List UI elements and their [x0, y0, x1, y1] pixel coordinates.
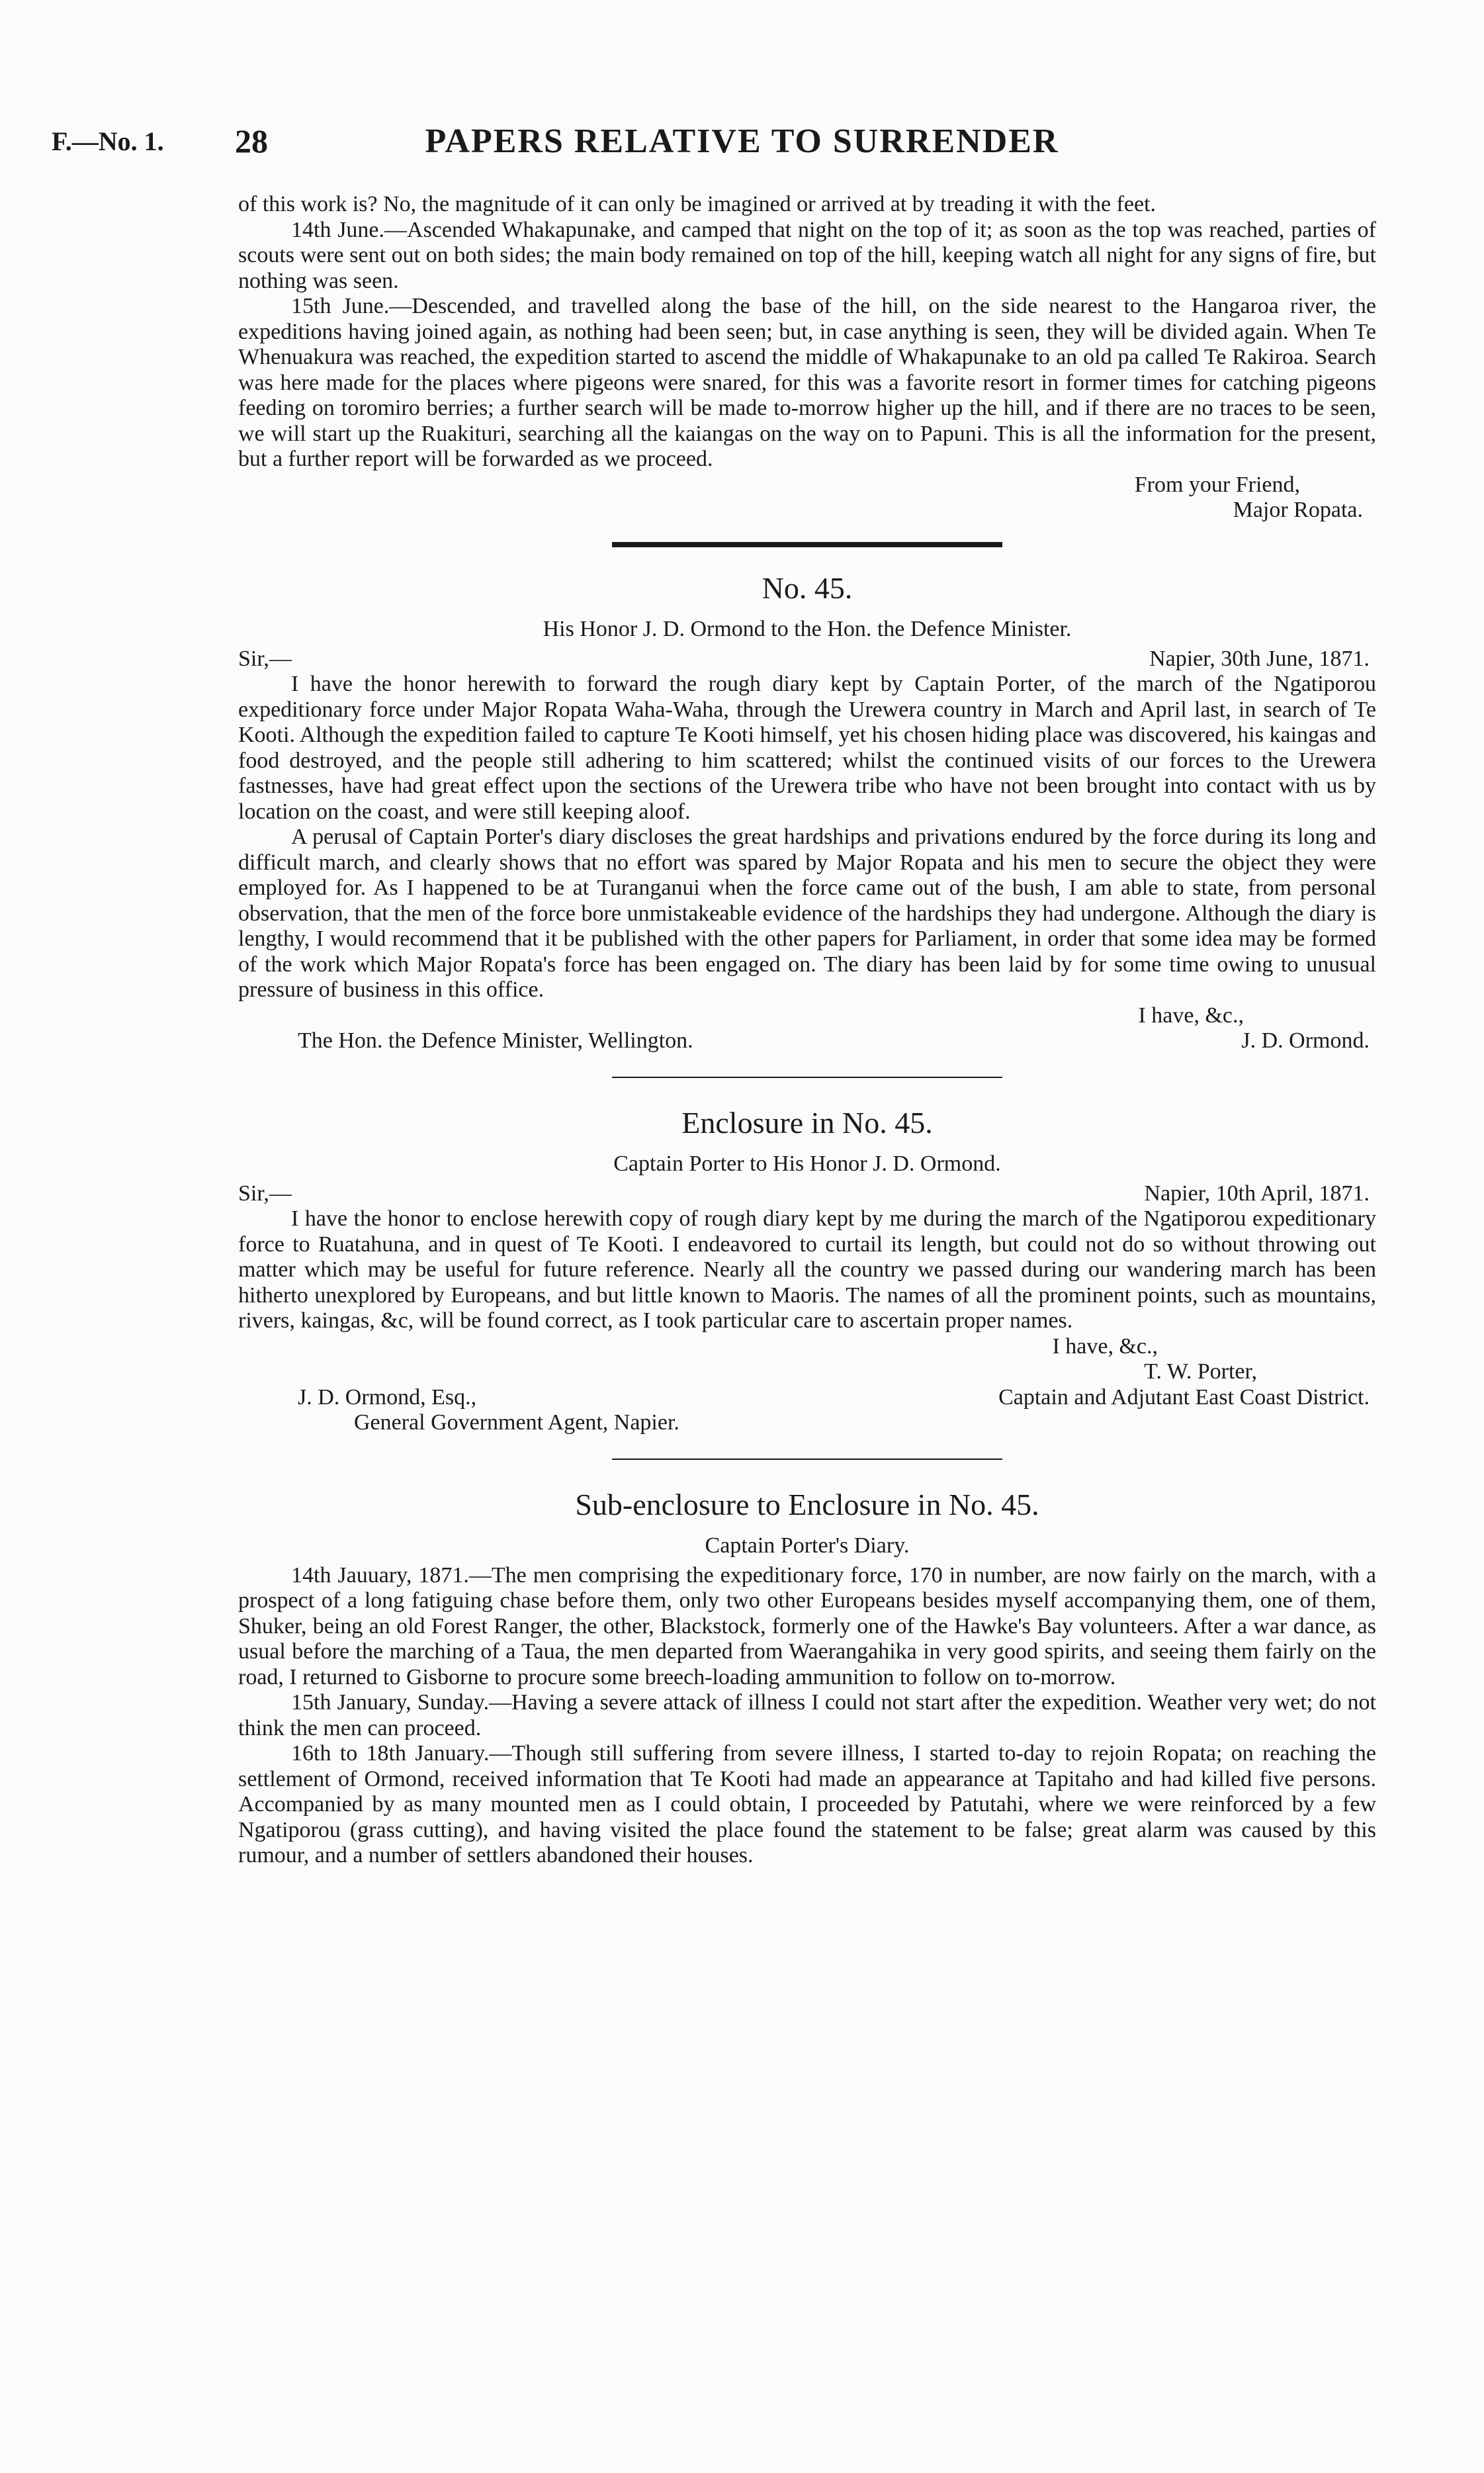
document-body — [238, 192, 1376, 1869]
page-number: 28 — [235, 122, 268, 159]
letter-signoff — [238, 1003, 1376, 1054]
letter-signature: T. W. Porter, — [1144, 1359, 1257, 1384]
letter-subheading: Captain Porter's Diary. — [705, 1533, 910, 1558]
section-divider — [612, 1459, 1002, 1460]
salutation: Sir,— — [238, 1181, 292, 1206]
place-date: Napier, 10th April, 1871. — [1144, 1181, 1370, 1206]
letter-closing: I have, &c., — [1138, 1003, 1244, 1028]
signature-title: Captain and Adjutant East Coast District. — [998, 1384, 1370, 1410]
diary-entry: 15th January, Sunday.—Having a severe attack of illness I could not start after the expedition. Weather very wet; do not think the men can proceed. — [238, 1690, 1376, 1740]
letter-closing: I have, &c., — [1052, 1333, 1158, 1359]
addressee: J. D. Ormond, Esq., — [298, 1384, 477, 1410]
salutation-row — [238, 1181, 1376, 1207]
document-reference: F.—No. 1. — [52, 126, 164, 156]
letter-signoff — [238, 1334, 1376, 1436]
letter-signature: J. D. Ormond. — [1241, 1028, 1370, 1053]
section-heading: No. 45. — [762, 570, 853, 605]
page-header — [0, 119, 1484, 172]
salutation-row — [238, 647, 1376, 672]
section-heading: Enclosure in No. 45. — [681, 1105, 933, 1140]
diary-entry: 16th to 18th January.—Though still suffering from severe illness, I started to-day to rejoin Ropata; on reaching the settlement of Ormond, received information that Te Kooti had made an appearance at Tapitaho and had killed five persons. Accompanied by as many mounted men as I could obtain, I proceeded by Patutahi, where we were reinforced by a few Ngatiporou (grass cutting), and having visited the place found the statement to be false; great alarm was caused by this rumour, and a number of settlers abandoned their houses. — [238, 1741, 1376, 1867]
addressee: The Hon. the Defence Minister, Wellington. — [298, 1028, 693, 1053]
letter-subheading: His Honor J. D. Ormond to the Hon. the Defence Minister. — [543, 616, 1072, 641]
letter-paragraph: A perusal of Captain Porter's diary discloses the great hardships and privations endured by the force during its long and difficult march, and clearly shows that no effort was spared by Major Ropata and his men to secure the object they were employed for. As I happened to be at Turanganui when the force came out of the bush, I am able to state, from personal observation, that the men of the force bore unmistakeable evidence of the hardships they had undergone. Although the diary is lengthy, I would recommend that it be published with the other papers for Parliament, in order that some idea may be formed of the work which Major Ropata's force has been engaged on. The diary has been laid by for some time owing to unusual pressure of business in this office. — [238, 825, 1376, 1002]
section-divider — [612, 542, 1002, 547]
intro-paragraph: of this work is? No, the magnitude of it can only be imagined or arrived at by treading it with the feet. — [238, 192, 1157, 216]
running-title: PAPERS RELATIVE TO SURRENDER — [425, 122, 1059, 160]
letter-paragraph: I have the honor herewith to forward the rough diary kept by Captain Porter, of the march of the Ngatiporou expeditionary force under Major Ropata Waha-Waha, through the Urewera country in March and April last, in search of Te Kooti. Although the expedition failed to capture Te Kooti himself, yet his chosen hiding place was discovered, his kaingas and food destroyed, and the people still adhering to him scattered; whilst the continued visits of our forces to the Urewera fastnesses, have had great effect upon the sections of the Urewera tribe who have not been brought into contact with us by location on the coast, and were still keeping aloof. — [238, 672, 1376, 824]
intro-paragraph: 14th June.—Ascended Whakapunake, and camped that night on the top of it; as soon as the top was reached, parties of scouts were sent out on both sides; the main body remained on top of the hill, keeping watch all night for any signs of fire, but nothing was seen. — [238, 217, 1376, 293]
section-heading: Sub-enclosure to Enclosure in No. 45. — [575, 1487, 1039, 1521]
section-divider — [612, 1077, 1002, 1078]
salutation: Sir,— — [238, 646, 292, 671]
place-date: Napier, 30th June, 1871. — [1149, 646, 1370, 671]
letter-signature: Major Ropata. — [1233, 498, 1363, 522]
letter-paragraph: I have the honor to enclose herewith copy of rough diary kept by me during the march of the Ngatiporou expeditionary force to Ruatahuna, and in quest of Te Kooti. I endeavored to curtail its length, but could not do so without throwing out matter which may be useful for future reference. Nearly all the country we passed during our wandering march has been hitherto unexplored by Europeans, and but little known to Maoris. The names of all the prominent points, such as mountains, rivers, kaingas, &c, will be found correct, as I took particular care to ascertain proper names. — [238, 1206, 1376, 1333]
letter-subheading: Captain Porter to His Honor J. D. Ormond. — [613, 1151, 1001, 1176]
diary-entry: 14th Jauuary, 1871.—The men comprising the expeditionary force, 170 in number, are now fairly on the march, with a prospect of a long fatiguing chase before them, only two other Europeans besides myself accompanying them, one of them, Shuker, being an old Forest Ranger, the other, Blackstock, formerly one of the Hawke's Bay volunteers. After a war dance, as usual before the marching of a Taua, the men departed from Waerangahika in very good spirits, and seeing them fairly on the road, I returned to Gisborne to procure some breech-loading ammunition to follow on to-morrow. — [238, 1562, 1376, 1689]
letter-closing: From your Friend, — [1134, 472, 1300, 497]
addressee-address: General Government Agent, Napier. — [354, 1410, 679, 1435]
intro-paragraph: 15th June.—Descended, and travelled along the base of the hill, on the side nearest to the Hangaroa river, the expeditions having joined again, as nothing had been seen; but, in case anything is seen, they will be divided again. When Te Whenuakura was reached, the expedition started to ascend the middle of Whakapunake to an old pa called Te Rakiroa. Search was here made for the places where pigeons were snared, for this was a favorite resort in former times for catching pigeons feeding on toromiro berries; a further search will be made to-morrow higher up the hill, and if there are no traces to be seen, we will start up the Ruakituri, searching all the kaiangas on the way on to Papuni. This is all the information for the present, but a further report will be forwarded as we proceed. — [238, 294, 1376, 471]
